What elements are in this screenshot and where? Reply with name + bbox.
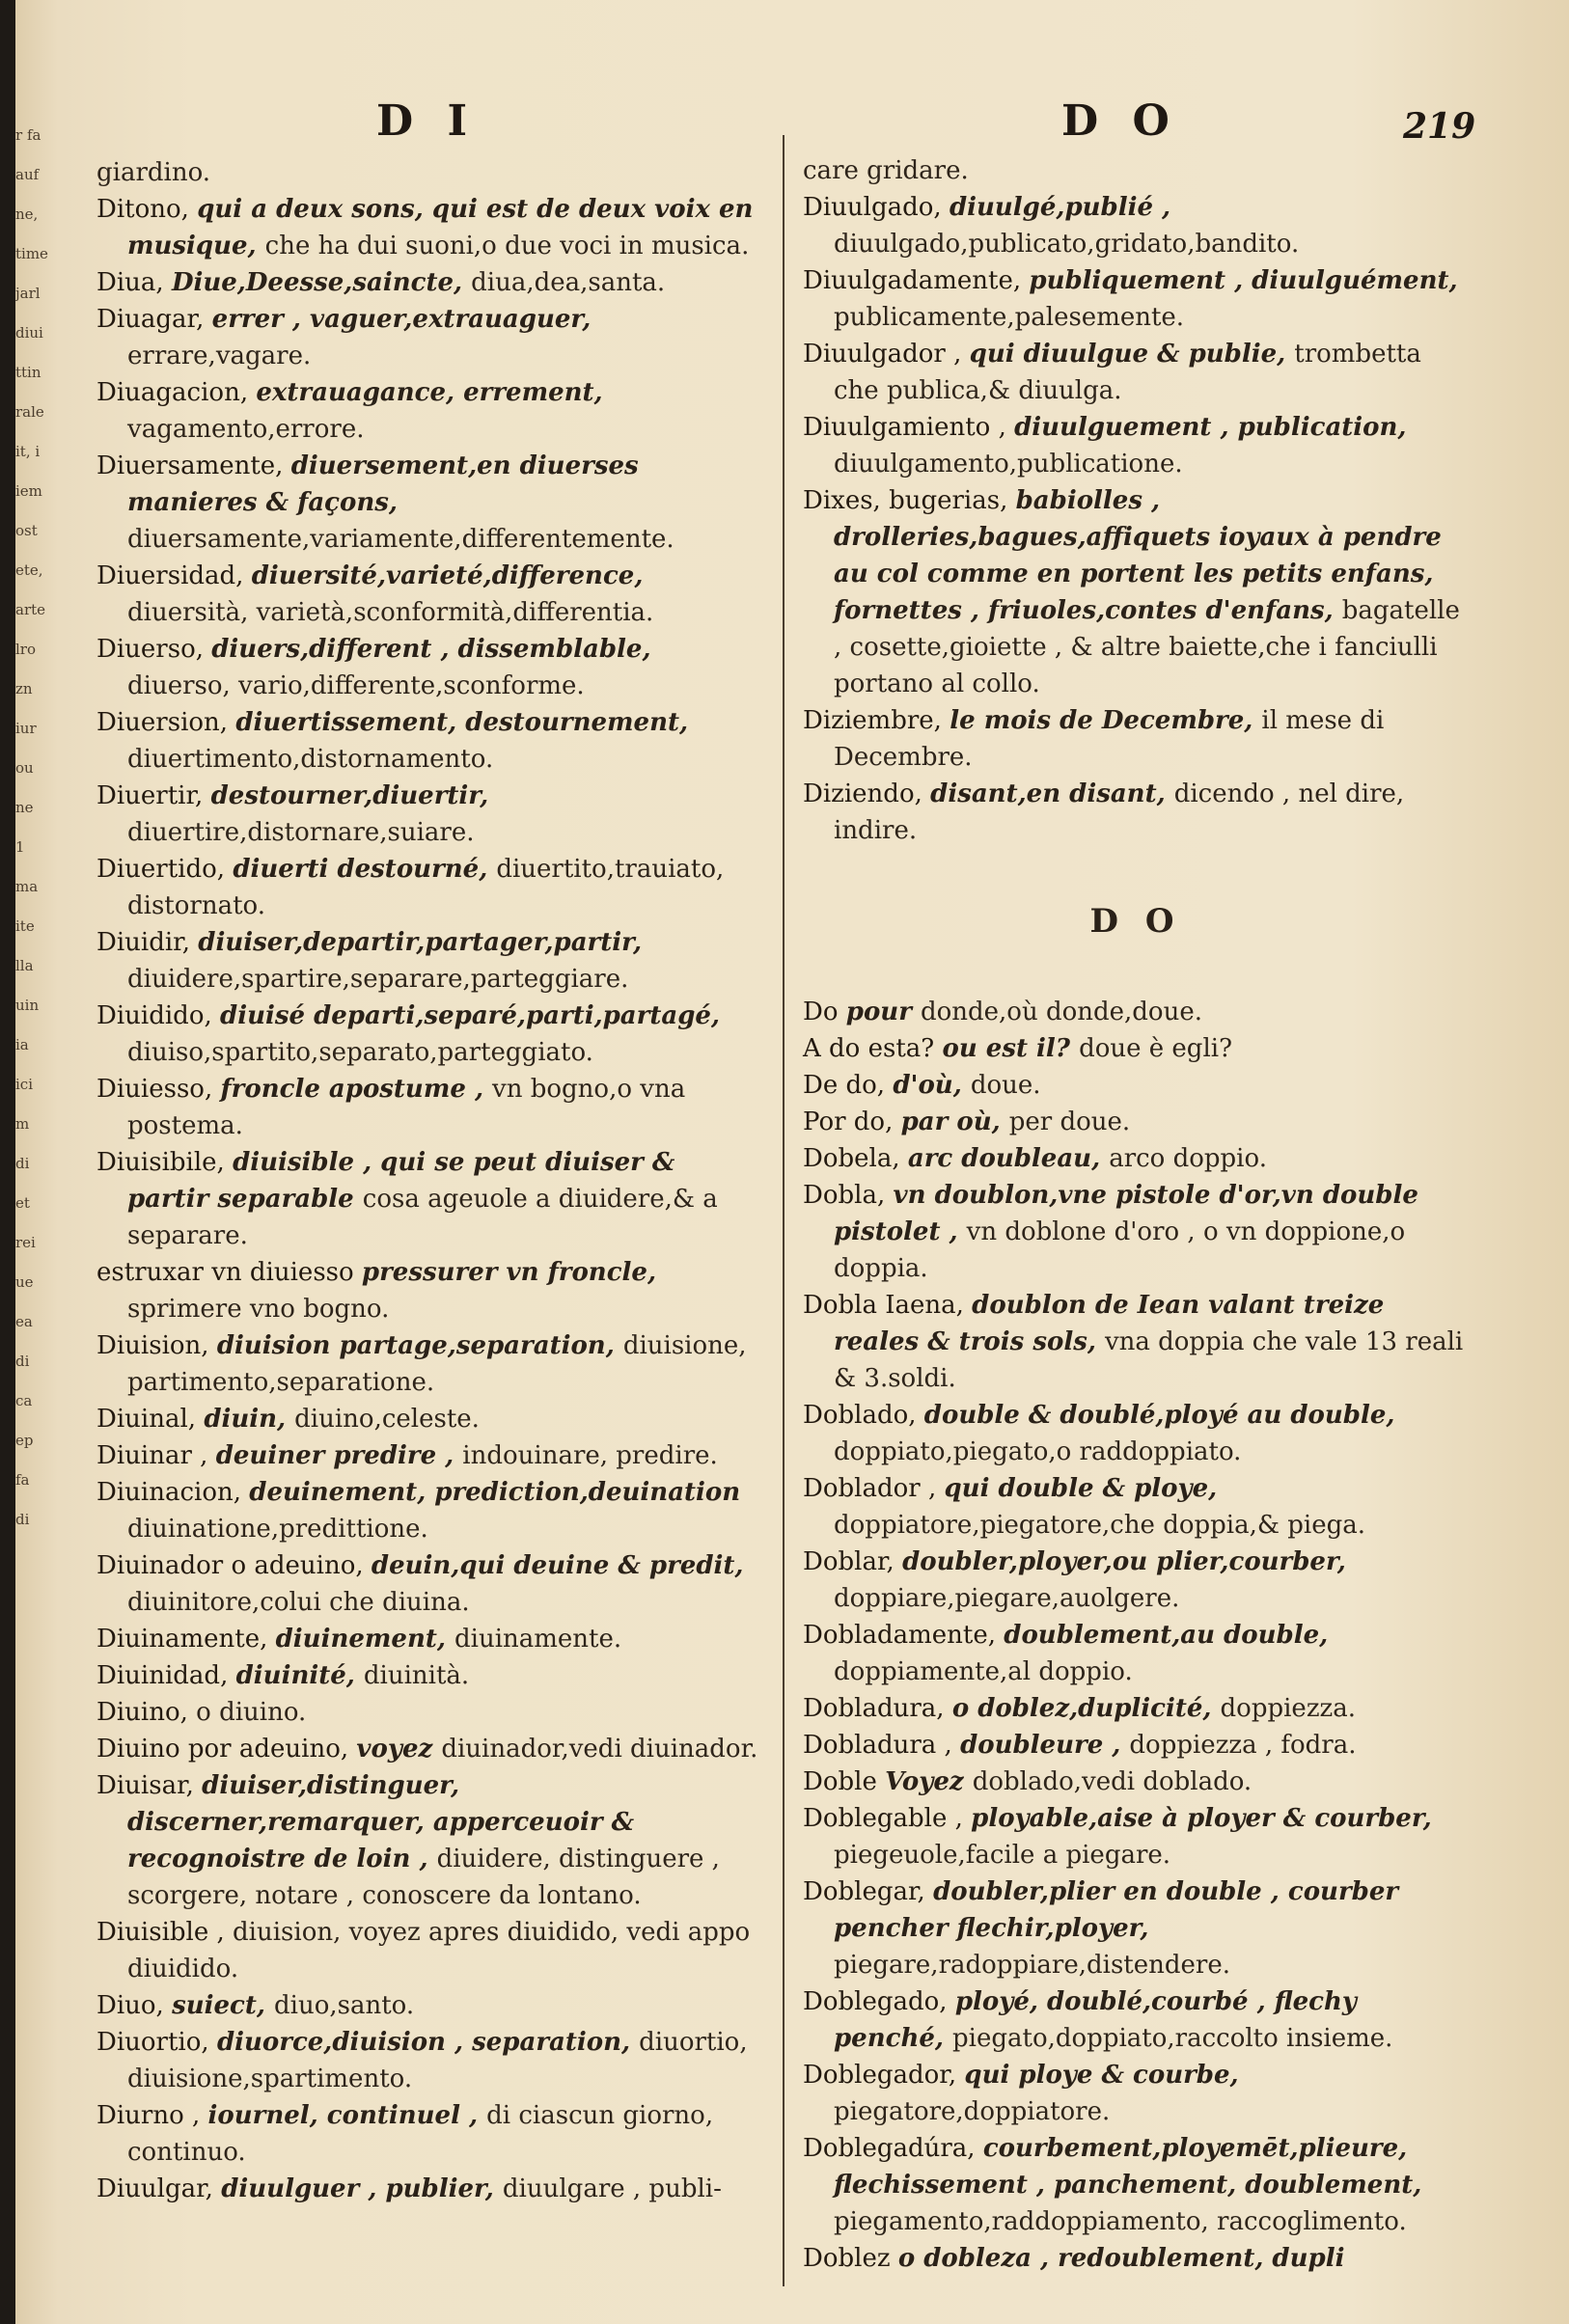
margin-fragment: lla <box>15 957 34 974</box>
headword: Diurno , <box>96 2101 208 2130</box>
italian-gloss: diuidere,spartire,separare,parteggiare. <box>127 965 629 994</box>
dictionary-entry <box>96 631 762 704</box>
italian-gloss: diuinità. <box>363 1661 470 1690</box>
italian-gloss: per doue. <box>1008 1107 1131 1136</box>
headword: Diuinador o adeuino, <box>96 1551 372 1580</box>
margin-fragment: diui <box>15 324 43 342</box>
french-gloss: extrauagance, errement, <box>256 378 603 407</box>
italian-gloss: diuulgare , publi- <box>502 2174 722 2203</box>
french-gloss: qui ploye & courbe, <box>964 2061 1239 2090</box>
headword: Diuortio, <box>96 2028 217 2057</box>
headword: Doblegado, <box>803 1987 955 2016</box>
headword: Diuertido, <box>96 855 234 884</box>
headword: Do <box>803 998 846 1026</box>
italian-gloss: doblado,vedi doblado. <box>972 1767 1252 1796</box>
dictionary-entry <box>96 778 762 851</box>
italian-gloss: vagamento,errore. <box>127 415 365 444</box>
dictionary-entry <box>803 1140 1469 1177</box>
headword: Doble <box>803 1767 886 1796</box>
dictionary-entry <box>803 1800 1469 1873</box>
italian-gloss: care gridare. <box>803 156 969 185</box>
dictionary-entry <box>96 1437 762 1474</box>
french-gloss: Diue,Deesse,saincte, <box>171 268 472 297</box>
dictionary-entry <box>803 702 1469 776</box>
french-gloss: diuers,different , dissemblable, <box>211 635 651 664</box>
french-gloss: babiolles , drolleries,bagues,affiquets ioyaux à pendre au col comme en portent les petits enfans, fornettes , friuoles,contes d'enfans, <box>834 486 1442 625</box>
french-gloss: diuulgé,publié , <box>949 193 1171 222</box>
headword: Ditono, <box>96 195 198 224</box>
margin-fragment: ou <box>15 759 34 777</box>
dictionary-entry <box>803 336 1469 409</box>
dictionary-entry <box>96 264 762 301</box>
dictionary-entry <box>96 2097 762 2171</box>
headword: Dobela, <box>803 1144 908 1173</box>
margin-fragment: ep <box>15 1432 34 1449</box>
dictionary-entry <box>96 1657 762 1694</box>
running-head-left: D I <box>376 96 478 146</box>
dictionary-entry <box>803 409 1469 482</box>
dictionary-entry <box>96 704 762 778</box>
dictionary-entry <box>803 1764 1469 1800</box>
french-gloss: vn doublon,vne pistole d'or,vn double pistolet , <box>834 1181 1418 1246</box>
italian-gloss: diuinitore,colui che diuina. <box>127 1588 470 1617</box>
french-gloss: ployable,aise à ployer & courber, <box>971 1804 1432 1833</box>
dictionary-entry <box>803 1177 1469 1287</box>
margin-fragment: ite <box>15 917 35 935</box>
headword: Diuino por adeuino, <box>96 1735 357 1764</box>
dictionary-entry <box>803 189 1469 262</box>
french-gloss: publiquement , diuulguément, <box>1029 266 1458 295</box>
headword: Diuo, <box>96 1991 173 2020</box>
dictionary-entry <box>96 301 762 374</box>
dictionary-entry <box>96 1547 762 1621</box>
french-gloss: arc doubleau, <box>907 1144 1110 1173</box>
margin-fragment: ue <box>15 1273 34 1291</box>
french-gloss: diuersement,en diuerses manieres & façons, <box>127 451 639 517</box>
french-gloss: diuulguer , publier, <box>221 2174 503 2203</box>
dictionary-entry <box>96 998 762 1071</box>
italian-gloss: vna doppia che vale 13 reali & 3.soldi. <box>834 1327 1464 1393</box>
french-gloss: disant,en disant, <box>930 779 1174 808</box>
dictionary-entry <box>803 1104 1469 1140</box>
dictionary-entry <box>803 1030 1469 1067</box>
headword: De do, <box>803 1071 894 1100</box>
headword: Diua, <box>96 268 172 297</box>
french-gloss: pour <box>845 998 921 1026</box>
dictionary-entry <box>803 1727 1469 1764</box>
italian-gloss: indouinare, predire. <box>462 1441 718 1470</box>
italian-gloss: doue. <box>970 1071 1041 1100</box>
headword: Diuulgado, <box>803 193 950 222</box>
italian-gloss: vn bogno,o vna postema. <box>127 1075 686 1140</box>
french-gloss: o dobleza , redoublement, dupli <box>897 2244 1345 2273</box>
french-gloss: pressurer vn froncle, <box>361 1258 657 1287</box>
headword: A do esta? <box>803 1034 943 1063</box>
dictionary-entry <box>803 1397 1469 1470</box>
french-gloss: deuiner predire , <box>215 1441 463 1470</box>
italian-gloss: diuinador,vedi diuinador. <box>441 1735 758 1764</box>
italian-gloss: diuulgado,publicato,gridato,bandito. <box>834 230 1300 259</box>
dictionary-entry <box>803 1983 1469 2057</box>
italian-gloss: piegato,doppiato,raccolto insieme. <box>952 2024 1393 2053</box>
dictionary-entry <box>96 1694 762 1731</box>
margin-fragment: 1 <box>15 838 25 856</box>
italian-gloss: diuisione, partimento,separatione. <box>127 1331 747 1397</box>
headword: Diuinacion, <box>96 1478 250 1507</box>
margin-fragment: auf <box>15 166 40 183</box>
italian-gloss: piegamento,raddoppiamento, raccoglimento. <box>834 2207 1407 2236</box>
right-column-entries-bottom <box>803 994 1469 2277</box>
french-gloss: par où, <box>900 1107 1009 1136</box>
french-gloss: doublement,au double, <box>1004 1621 1329 1650</box>
french-gloss: o doblez,duplicité, <box>951 1694 1221 1723</box>
headword: Dobla, <box>803 1181 894 1210</box>
headword: Diuersidad, <box>96 561 252 590</box>
headword: estruxar vn diuiesso <box>96 1258 362 1287</box>
italian-gloss: diuortio, diuisione,spartimento. <box>127 2028 748 2093</box>
facing-page-margin <box>15 116 54 2296</box>
french-gloss: errer , vaguer,extrauaguer, <box>211 305 592 334</box>
headword: Diuisible , <box>96 1918 234 1947</box>
french-gloss: diuersité,varieté,difference, <box>251 561 644 590</box>
margin-fragment: jarl <box>15 285 41 302</box>
headword: Diuinamente, <box>96 1625 276 1654</box>
french-gloss: double & doublé,ployé au double, <box>923 1401 1395 1430</box>
dictionary-entry <box>803 2240 1469 2277</box>
italian-gloss: diuiso,spartito,separato,parteggiato. <box>127 1038 593 1067</box>
headword: Diuinidad, <box>96 1661 236 1690</box>
french-gloss: qui diuulgue & publie, <box>969 340 1295 369</box>
dictionary-entry <box>96 2171 762 2207</box>
dictionary-entry <box>803 1287 1469 1397</box>
italian-gloss: diuersamente,variamente,differentemente. <box>127 525 674 554</box>
margin-fragment: ea <box>15 1313 33 1330</box>
italian-gloss: diuinamente. <box>454 1625 622 1654</box>
margin-fragment: iem <box>15 482 42 500</box>
dictionary-entry <box>803 2057 1469 2130</box>
column-divider <box>783 135 784 2286</box>
headword: Diuagar, <box>96 305 212 334</box>
headword: Diuidido, <box>96 1001 221 1030</box>
margin-fragment: et <box>15 1194 30 1212</box>
italian-gloss: il mese di Decembre. <box>834 706 1385 772</box>
margin-fragment: uin <box>15 997 40 1014</box>
dictionary-entry <box>803 1470 1469 1544</box>
french-gloss: courbement,ployemēt,plieure, flechissement , panchement, doublement, <box>834 2134 1422 2200</box>
italian-gloss: diuision, voyez apres diuidido, vedi appo diuidido. <box>127 1918 751 1983</box>
margin-fragment: di <box>15 1353 30 1370</box>
french-gloss: ou est il? <box>942 1034 1080 1063</box>
italian-gloss: piegare,radoppiare,distendere. <box>834 1951 1230 1980</box>
french-gloss: qui double & ploye, <box>944 1474 1218 1503</box>
french-gloss: doubleure , <box>960 1731 1130 1760</box>
margin-fragment: ttin <box>15 364 41 381</box>
french-gloss: qui a deux sons, qui est de deux voix en musique, <box>127 195 754 260</box>
right-column <box>803 152 1469 2277</box>
dictionary-entry <box>96 374 762 448</box>
french-gloss: iournel, continuel , <box>207 2101 487 2130</box>
margin-fragment: di <box>15 1511 30 1528</box>
headword: Diuertir, <box>96 781 211 810</box>
headword: Diziembre, <box>803 706 950 735</box>
italian-gloss: doppiato,piegato,o raddoppiato. <box>834 1437 1242 1466</box>
dictionary-entry <box>803 482 1469 702</box>
dictionary-entry <box>96 1327 762 1401</box>
dictionary-entry <box>96 1474 762 1547</box>
headword: Diuision, <box>96 1331 217 1360</box>
french-gloss: destourner,diuertir, <box>210 781 489 810</box>
dictionary-entry <box>803 1690 1469 1727</box>
italian-gloss: di ciascun giorno, continuo. <box>127 2101 714 2167</box>
headword: Diuulgamiento , <box>803 413 1015 442</box>
book-spine <box>0 0 15 2324</box>
french-gloss: diuin, <box>204 1405 295 1434</box>
french-gloss: deuinement, prediction,deuination <box>249 1478 741 1507</box>
dictionary-entry <box>96 851 762 924</box>
italian-gloss: diuertimento,distornamento. <box>127 745 494 774</box>
italian-gloss: diuerso, vario,differente,sconforme. <box>127 671 585 700</box>
margin-fragment: arte <box>15 601 46 618</box>
french-gloss: diuerti destourné, <box>233 855 497 884</box>
headword: Diuagacion, <box>96 378 257 407</box>
italian-gloss: doppiare,piegare,auolgere. <box>834 1584 1180 1613</box>
headword: Dobladura , <box>803 1731 961 1760</box>
french-gloss: diuinement, <box>275 1625 454 1654</box>
italian-gloss: diuertito,trauiato, distornato. <box>127 855 725 920</box>
margin-fragment: fa <box>15 1471 30 1489</box>
italian-gloss: diuulgamento,publicatione. <box>834 450 1183 478</box>
margin-fragment: it, i <box>15 443 41 460</box>
french-gloss: doubler,ployer,ou plier,courber, <box>902 1547 1346 1576</box>
headword: Doblez <box>803 2244 898 2273</box>
italian-gloss: errare,vagare. <box>127 342 312 370</box>
headword: Diuersamente, <box>96 451 291 480</box>
margin-fragment: r fa <box>15 126 41 144</box>
italian-gloss: diua,dea,santa. <box>471 268 666 297</box>
margin-fragment: di <box>15 1155 30 1172</box>
headword: Doblegadúra, <box>803 2134 983 2163</box>
headword: Doblador , <box>803 1474 945 1503</box>
french-gloss: doubler,plier en double , courber pencher flechir,ployer, <box>834 1877 1399 1943</box>
dictionary-entry <box>803 2130 1469 2240</box>
headword: Diuulgador , <box>803 340 970 369</box>
dictionary-entry <box>96 1144 762 1254</box>
headword: Por do, <box>803 1107 901 1136</box>
italian-gloss: arco doppio. <box>1109 1144 1267 1173</box>
italian-gloss: doue è egli? <box>1079 1034 1233 1063</box>
dictionary-entry <box>96 1254 762 1327</box>
italian-gloss: diuinatione,predittione. <box>127 1515 428 1544</box>
italian-gloss: doppiezza. <box>1220 1694 1356 1723</box>
french-gloss: diuertissement, destournement, <box>235 708 689 737</box>
french-gloss: froncle apostume , <box>220 1075 493 1104</box>
french-gloss: diuisé departi,separé,parti,partagé, <box>220 1001 720 1030</box>
dictionary-entry <box>803 1873 1469 1983</box>
italian-gloss: doppiezza , fodra. <box>1129 1731 1357 1760</box>
dictionary-entry <box>803 776 1469 849</box>
headword: Doblar, <box>803 1547 903 1576</box>
french-gloss: suiect, <box>172 1991 274 2020</box>
italian-gloss: o diuino. <box>196 1698 307 1727</box>
headword: Diziendo, <box>803 779 931 808</box>
french-gloss: diuorce,diuision , separation, <box>216 2028 640 2057</box>
french-gloss: d'où, <box>893 1071 971 1100</box>
headword: Doblegable , <box>803 1804 972 1833</box>
headword: Diuulgadamente, <box>803 266 1030 295</box>
italian-gloss: vn doblone d'oro , o vn doppione,o doppia. <box>834 1217 1406 1283</box>
margin-fragment: ma <box>15 878 39 895</box>
dictionary-entry <box>803 1544 1469 1617</box>
left-column <box>96 154 762 2207</box>
dictionary-entry <box>96 924 762 998</box>
margin-fragment: time <box>15 245 48 262</box>
dictionary-entry <box>803 1067 1469 1104</box>
dictionary-entry <box>96 1401 762 1437</box>
right-column-entries-top <box>803 152 1469 849</box>
italian-gloss: piegatore,doppiatore. <box>834 2097 1111 2126</box>
italian-gloss: diuo,santo. <box>274 1991 415 2020</box>
headword: Doblegar, <box>803 1877 934 1906</box>
dictionary-entry <box>96 1767 762 1914</box>
margin-fragment: iur <box>15 720 37 737</box>
italian-gloss: sprimere vno bogno. <box>127 1295 390 1324</box>
french-gloss: diuisible , qui se peut diuiser & partir separable <box>127 1148 675 1214</box>
dictionary-entry <box>96 558 762 631</box>
dictionary-entry <box>96 1914 762 1987</box>
french-gloss: diuulguement , publication, <box>1014 413 1407 442</box>
dictionary-entry <box>96 191 762 264</box>
french-gloss: ployé, doublé,courbé , flechy penché, <box>834 1987 1357 2053</box>
headword: Diuerso, <box>96 635 212 664</box>
headword: Diuino, <box>96 1698 197 1727</box>
dictionary-entry <box>96 1071 762 1144</box>
french-gloss: voyez <box>356 1735 442 1764</box>
margin-fragment: ost <box>15 522 38 539</box>
headword: Doblegador, <box>803 2061 965 2090</box>
french-gloss: diuision partage,separation, <box>216 1331 623 1360</box>
dictionary-entry <box>96 1987 762 2024</box>
french-gloss: doublon de Iean valant treize reales & trois sols, <box>834 1291 1385 1356</box>
margin-fragment: ete, <box>15 561 43 579</box>
headword: Diuisibile, <box>96 1148 234 1177</box>
french-gloss: le mois de Decembre, <box>950 706 1262 735</box>
dictionary-entry <box>803 1617 1469 1690</box>
italian-gloss: cosa ageuole a diuidere,& a separare. <box>127 1185 718 1250</box>
italian-gloss: doppiamente,al doppio. <box>834 1657 1133 1686</box>
italian-gloss: che ha dui suoni,o due voci in musica. <box>264 232 750 260</box>
headword: Diuulgar, <box>96 2174 222 2203</box>
headword: Dixes, bugerias, <box>803 486 1016 515</box>
french-gloss: deuin,qui deuine & predit, <box>371 1551 744 1580</box>
headword: Diuisar, <box>96 1771 203 1800</box>
dictionary-entry <box>96 1621 762 1657</box>
french-gloss: diuiser,distinguer, discerner,remarquer, apperceuoir & recognoistre de loin , <box>127 1771 635 1873</box>
italian-gloss: diuertire,distornare,suiare. <box>127 818 475 847</box>
italian-gloss: trombetta che publica,& diuulga. <box>834 340 1421 405</box>
french-gloss: diuinité, <box>235 1661 364 1690</box>
headword: Diuersion, <box>96 708 236 737</box>
margin-fragment: ia <box>15 1036 29 1053</box>
headword: Doblado, <box>803 1401 924 1430</box>
page-number: 219 <box>1403 106 1476 147</box>
headword: Dobla Iaena, <box>803 1291 973 1320</box>
margin-fragment: ici <box>15 1076 33 1093</box>
margin-fragment: ne <box>15 799 34 816</box>
dictionary-entry <box>96 2024 762 2097</box>
margin-fragment: ca <box>15 1392 33 1409</box>
italian-gloss: giardino. <box>96 158 211 187</box>
italian-gloss: piegeuole,facile a piegare. <box>834 1841 1171 1870</box>
headword: Dobladamente, <box>803 1621 1005 1650</box>
headword: Dobladura, <box>803 1694 952 1723</box>
headword: Diuidir, <box>96 928 199 957</box>
margin-fragment: zn <box>15 680 33 697</box>
italian-gloss: diuersità, varietà,sconformità,differentia. <box>127 598 654 627</box>
margin-fragment: m <box>15 1115 30 1133</box>
dictionary-entry <box>803 262 1469 336</box>
french-gloss: diuiser,departir,partager,partir, <box>198 928 642 957</box>
headword: Diuiesso, <box>96 1075 221 1104</box>
running-head-right: D O <box>1061 96 1179 146</box>
dictionary-entry <box>803 994 1469 1030</box>
margin-fragment: rei <box>15 1234 36 1251</box>
margin-fragment: ne, <box>15 205 39 223</box>
italian-gloss: donde,où donde,doue. <box>920 998 1202 1026</box>
italian-gloss: publicamente,palesemente. <box>834 303 1185 332</box>
french-gloss: Voyez <box>885 1767 973 1796</box>
italian-gloss: diuidere, distinguere , scorgere, notare , conoscere da lontano. <box>127 1845 720 1910</box>
headword: Diuinal, <box>96 1405 205 1434</box>
dictionary-entry <box>96 448 762 558</box>
headword: Diuinar , <box>96 1441 216 1470</box>
margin-fragment: rale <box>15 403 44 421</box>
italian-gloss: dicendo , nel dire, indire. <box>834 779 1405 845</box>
dictionary-entry <box>803 152 1469 189</box>
dictionary-entry <box>96 154 762 191</box>
dictionary-entry <box>96 1731 762 1767</box>
italian-gloss: diuino,celeste. <box>294 1405 480 1434</box>
section-heading-do: D O <box>1089 902 1182 941</box>
italian-gloss: bagatelle , cosette,gioiette , & altre baiette,che i fanciulli portano al collo. <box>834 596 1460 698</box>
italian-gloss: doppiatore,piegatore,che doppia,& piega. <box>834 1511 1366 1540</box>
margin-fragment: lro <box>15 641 36 658</box>
